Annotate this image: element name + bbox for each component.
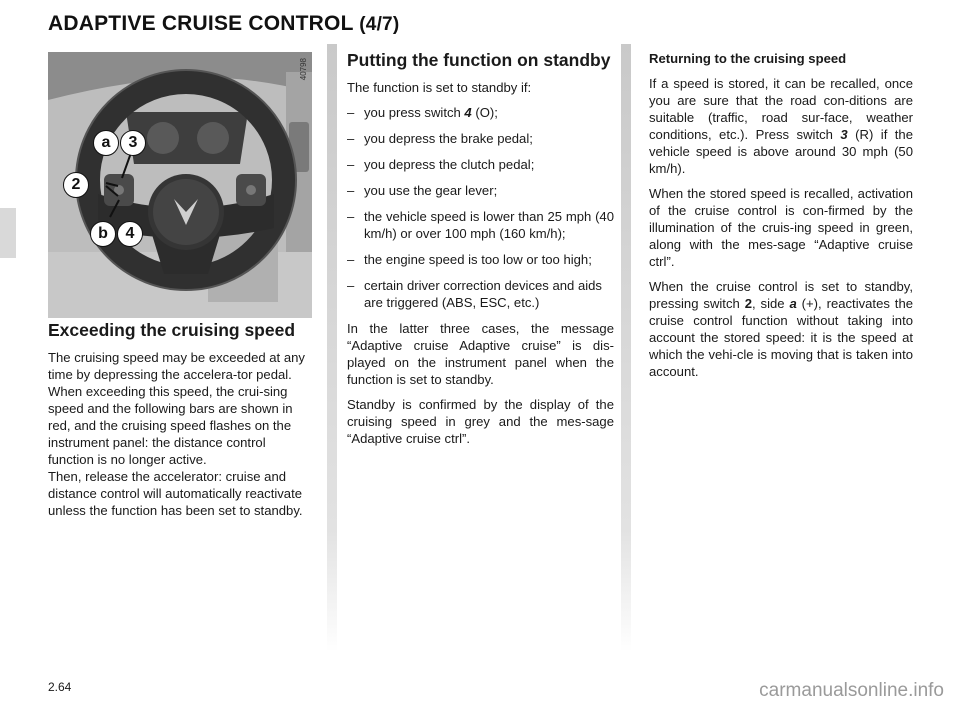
list-item: – certain driver correction devices and aids are triggered (ABS, ESC, etc.) [347,277,614,311]
paragraph: When the stored speed is recalled, activation of the cruise control is con-firmed by the illumination of the cruis-ing speed in green, along with the mes-sage “Adaptive cruise ctrl”. [649,186,913,269]
paragraph: If a speed is stored, it can be recalled, once you are sure that the road con-ditions are suitable (traffic, road sur-face, weather conditions, etc.). Press switch 3 (R) if the vehicle speed is above around 30 mph (50 km/h). [649,76,913,176]
list-item: – the vehicle speed is lower than 25 mph (40 km/h) or over 100 mph (160 km/h); [347,208,614,242]
paragraph: When exceeding this speed, the crui-sing speed and the following bars are shown in red, and the cruising speed flashes on the instrument panel: the distance control function is no longer active. [48,384,293,467]
paragraph: In the latter three cases, the message “Adaptive cruise Adaptive cruise” is dis-played on the instrument panel when the function is set to standby. [347,321,614,387]
paragraph: Standby is confirmed by the display of the cruising speed in grey and the mes-sage “Adaptive cruise ctrl”. [347,397,614,446]
page-number: 2.64 [48,680,72,694]
paragraph: The function is set to standby if: [347,80,532,95]
column-exceeding [48,320,312,527]
paragraph: The cruising speed may be exceeded at any time by depressing the accelera-tor pedal. [48,350,305,382]
callout-3: 3 [120,130,146,156]
heading-exceeding: Exceeding the cruising speed [48,320,296,340]
column-standby [347,50,614,455]
watermark: carmanualsonline.info [759,680,944,701]
page-indicator: (4/7) [359,14,400,35]
page-title: ADAPTIVE CRUISE CONTROL (4/7) [48,12,400,35]
column-returning [649,50,913,388]
callout-a: a [93,130,119,156]
list-item: – you use the gear lever; [347,182,614,199]
photo-code: 40798 [299,58,308,81]
standby-conditions-list [347,104,614,311]
chapter-tab [0,208,16,258]
callout-4: 4 [117,221,143,247]
list-item: – you depress the clutch pedal; [347,156,614,173]
heading-returning: Returning to the cruising speed [649,51,847,66]
paragraph: Then, release the accelerator: cruise and distance control will automatically reactivate unless the function has been set to standby. [48,469,303,518]
column-divider [327,44,337,652]
paragraph: When the cruise control is set to standby, pressing switch 2, side a (+), reactivates the cruise control function without taking into account the stored speed: it is the speed at which the vehi-cle is moving that is taken into account. [649,279,914,379]
list-item: – you press switch 4 (O); [347,104,614,121]
list-item: – you depress the brake pedal; [347,130,614,147]
callout-2: 2 [63,172,89,198]
callout-b: b [90,221,116,247]
list-item: – the engine speed is too low or too high; [347,251,614,268]
heading-standby: Putting the function on standby [347,50,611,70]
column-divider [621,44,631,652]
